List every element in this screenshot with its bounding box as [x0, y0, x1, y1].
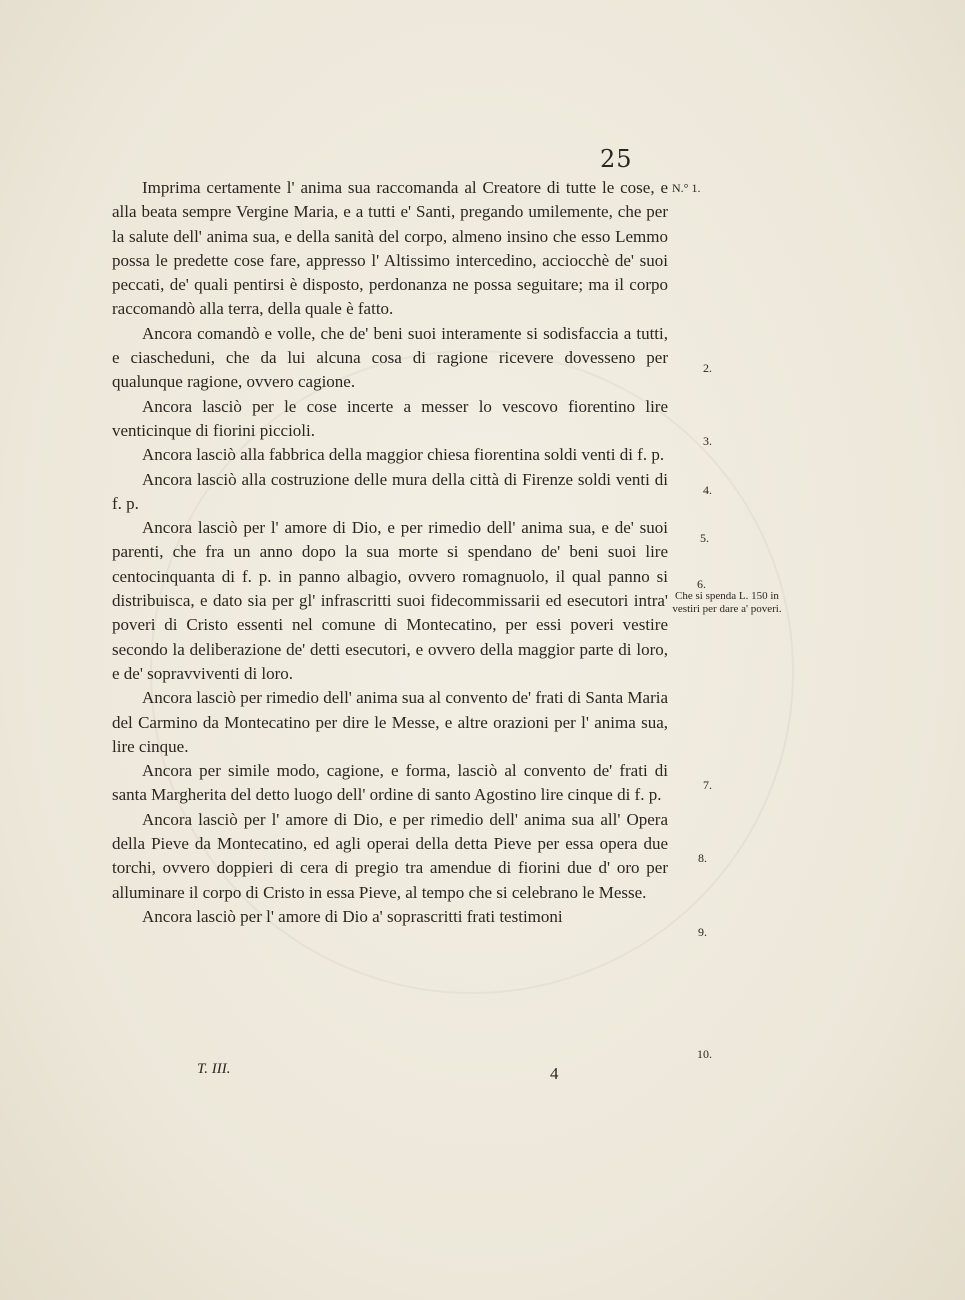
margin-number-10: 10.: [697, 1047, 712, 1061]
body-text: [112, 176, 668, 929]
margin-number-8: 8.: [698, 851, 707, 865]
paragraph-4: Ancora lasciò alla fabbrica della maggior chiesa fiorentina soldi venti di f. p.: [142, 445, 665, 465]
footer-number: 4: [550, 1064, 559, 1083]
paragraph-1: Imprima certamente l' anima sua raccomanda al Creatore di tutte le cose, e alla beata sempre Vergine Maria, e a tutti e' Santi, pregando umilemente, che per la salute dell' anima sua, e della sanità del corpo, almeno insino che esso Lemmo possa le predette cose fare, appresso l' Altissimo intercedino, acciocchè de' suoi peccati, de' quali pentirsi è disposto, perdonanza ne possa seguitare; ma il corpo raccomandò alla terra, della quale è fatto.: [112, 178, 668, 319]
paragraph-5: Ancora lasciò alla costruzione delle mura della città di Firenze soldi venti di f. p.: [112, 469, 668, 513]
paragraph-9: Ancora lasciò per l' amore di Dio, e per rimedio dell' anima sua all' Opera della Pieve da Montecatino, ed agli operai della detta Pieve per essa opera due torchi, ovvero doppieri di cera di pregio tra amendue di fiorini due d' oro per alluminare il corpo di Cristo in essa Pieve, al tempo che si celebrano le Messe.: [112, 809, 668, 902]
margin-number-3: 3.: [703, 434, 712, 448]
paragraph-2: Ancora comandò e volle, che de' beni suoi interamente si sodisfaccia a tutti, e ciascheduni, che da lui alcuna cosa di ragione ricevere dovesseno per qualunque ragione, ovvero cagione.: [112, 323, 668, 392]
paragraph-7: Ancora lasciò per rimedio dell' anima sua al convento de' frati di Santa Maria del Carmino da Montecatino per dire le Messe, e altre orazioni per l' anima sua, lire cinque.: [112, 688, 668, 756]
page-number: 25: [600, 145, 633, 173]
paragraph-6: Ancora lasciò per l' amore di Dio, e per rimedio dell' anima sua, e de' suoi parenti, che fra un anno dopo la sua morte si spendano de' beni suoi lire centocinquanta di f. p. in panno albagio, ovvero romagnuolo, il qual panno si distribuisca, e dato sia per gl' infrascritti suoi fidecommissarii ed esecutori intra' poveri di Cristo essenti nel comune di Montecatino, per essi poveri vestire secondo la deliberazione de' detti esecutori, e ovvero della maggior parte di loro, e de' sopravviventi di loro.: [112, 518, 668, 683]
margin-number-6: 6.: [697, 577, 706, 591]
signature-mark: T. III.: [197, 1061, 231, 1077]
paragraph-8: Ancora per simile modo, cagione, e forma, lasciò al convento de' frati di santa Margherita del detto luogo dell' ordine di santo Agostino lire cinque di f. p.: [112, 761, 668, 805]
margin-number-9: 9.: [698, 925, 707, 939]
paragraph-3: Ancora lasciò per le cose incerte a messer lo vescovo fiorentino lire venticinque di fiorini piccioli.: [112, 396, 668, 440]
margin-number-1: N.° 1.: [672, 181, 701, 195]
paragraph-10: Ancora lasciò per l' amore di Dio a' soprascritti frati testimoni: [142, 906, 563, 926]
margin-note: Che si spenda L. 150 in vestiri per dare a' poveri.: [672, 590, 782, 615]
margin-number-4: 4.: [703, 483, 712, 497]
margin-number-5: 5.: [700, 531, 709, 545]
margin-number-2: 2.: [703, 361, 712, 375]
margin-number-7: 7.: [703, 778, 712, 792]
